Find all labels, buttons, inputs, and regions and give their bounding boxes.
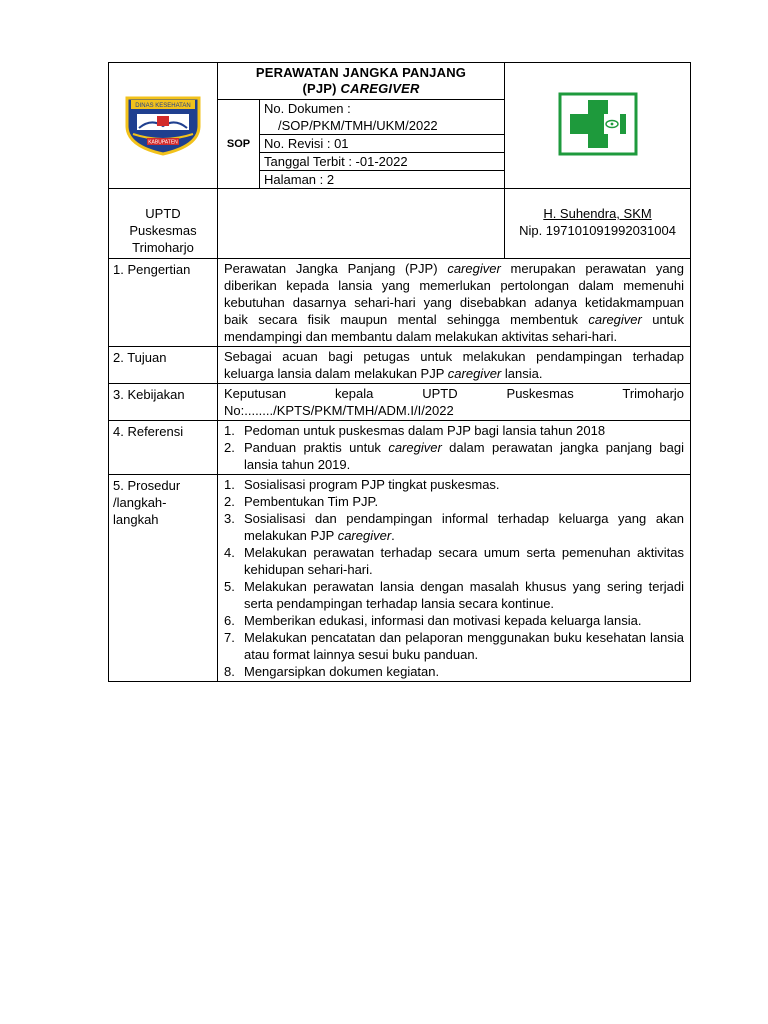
- content-kebijakan: Keputusan kepala UPTD Puskesmas Trimoharjo No:......../KPTS/PKM/TMH/ADM.I/I/2022: [218, 384, 691, 421]
- logo-text-bottom: KABUPATEN: [148, 139, 178, 145]
- referensi-list: [224, 422, 684, 473]
- title-line-2: (PJP) CAREGIVER: [302, 81, 420, 96]
- list-item: 7. Melakukan pencatatan dan pelaporan menggunakan buku kesehatan lansia atau format lainnya sesui buku panduan.: [224, 630, 685, 662]
- content-referensi: [218, 421, 691, 475]
- list-item: 4. Melakukan perawatan terhadap secara umum serta pemenuhan aktivitas kehidupan sehari-hari.: [224, 545, 685, 577]
- org-blank-cell: [218, 189, 505, 259]
- list-item: 1. Sosialisasi program PJP tingkat puskesmas.: [224, 477, 500, 492]
- content-prosedur: [218, 475, 691, 682]
- document-title: [218, 63, 505, 100]
- puskesmas-logo-cell: [505, 63, 691, 189]
- district-emblem-logo: [121, 92, 205, 156]
- list-item: 2. Panduan praktis untuk caregiver dalam perawatan jangka panjang bagi lansia tahun 2019.: [224, 440, 684, 472]
- content-tujuan: Sebagai acuan bagi petugas untuk melakukan pendampingan terhadap keluarga lansia dalam melakukan PJP caregiver lansia.: [218, 347, 691, 384]
- list-item: 8. Mengarsipkan dokumen kegiatan.: [224, 664, 440, 679]
- list-item: 5. Melakukan perawatan lansia dengan masalah khusus yang sering terjadi serta pendampingan terhadap lansia secara kontinue.: [224, 579, 685, 611]
- list-item: 1. Pedoman untuk puskesmas dalam PJP bagi lansia tahun 2018: [224, 423, 606, 438]
- label-prosedur: 5. Prosedur /langkah- langkah: [109, 475, 218, 682]
- label-tujuan: 2. Tujuan: [109, 347, 218, 384]
- no-dokumen: No. Dokumen : /SOP/PKM/TMH/UKM/2022: [260, 100, 504, 135]
- sop-document: [108, 62, 690, 682]
- label-referensi: 4. Referensi: [109, 421, 218, 475]
- halaman: Halaman : 2: [260, 171, 504, 189]
- logo-text-top: DINAS KESEHATAN: [135, 102, 191, 109]
- prosedur-list: [224, 476, 684, 680]
- signer-name: H. Suhendra, SKM: [543, 206, 652, 221]
- list-item: 2. Pembentukan Tim PJP.: [224, 494, 379, 509]
- list-item: 6. Memberikan edukasi, informasi dan motivasi kepada keluarga lansia.: [224, 613, 642, 628]
- doc-info-table: [260, 100, 504, 188]
- no-revisi: No. Revisi : 01: [260, 135, 504, 153]
- signer-nip: Nip. 197101091992031004: [519, 223, 676, 238]
- org-name: UPTD Puskesmas Trimoharjo: [109, 189, 218, 259]
- district-logo-cell: [109, 63, 218, 189]
- label-kebijakan: 3. Kebijakan: [109, 384, 218, 421]
- list-item: 3. Sosialisasi dan pendampingan informal terhadap keluarga yang akan melakukan PJP caregiver.: [224, 511, 685, 543]
- content-pengertian: Perawatan Jangka Panjang (PJP) caregiver merupakan perawatan yang diberikan kepada lansia yang memerlukan pertolongan dalam memenuhi kebutuhan dasarnya sehari-hari yang disebabkan adanya ketidakmampuan baik secara fisik maupun mental sehingga membentuk caregiver untuk mendampingi dan membantu dalam melakukan aktivitas sehari-hari.: [218, 259, 691, 347]
- tanggal-terbit: Tanggal Terbit : -01-2022: [260, 153, 504, 171]
- sop-table: [108, 62, 691, 682]
- label-pengertian: 1. Pengertian: [109, 259, 218, 347]
- signer-block: [505, 189, 691, 259]
- doc-info-cell: [260, 100, 505, 189]
- sop-label: SOP: [218, 100, 260, 189]
- puskesmas-cross-logo: [556, 92, 640, 156]
- title-line-1: PERAWATAN JANGKA PANJANG: [255, 65, 467, 80]
